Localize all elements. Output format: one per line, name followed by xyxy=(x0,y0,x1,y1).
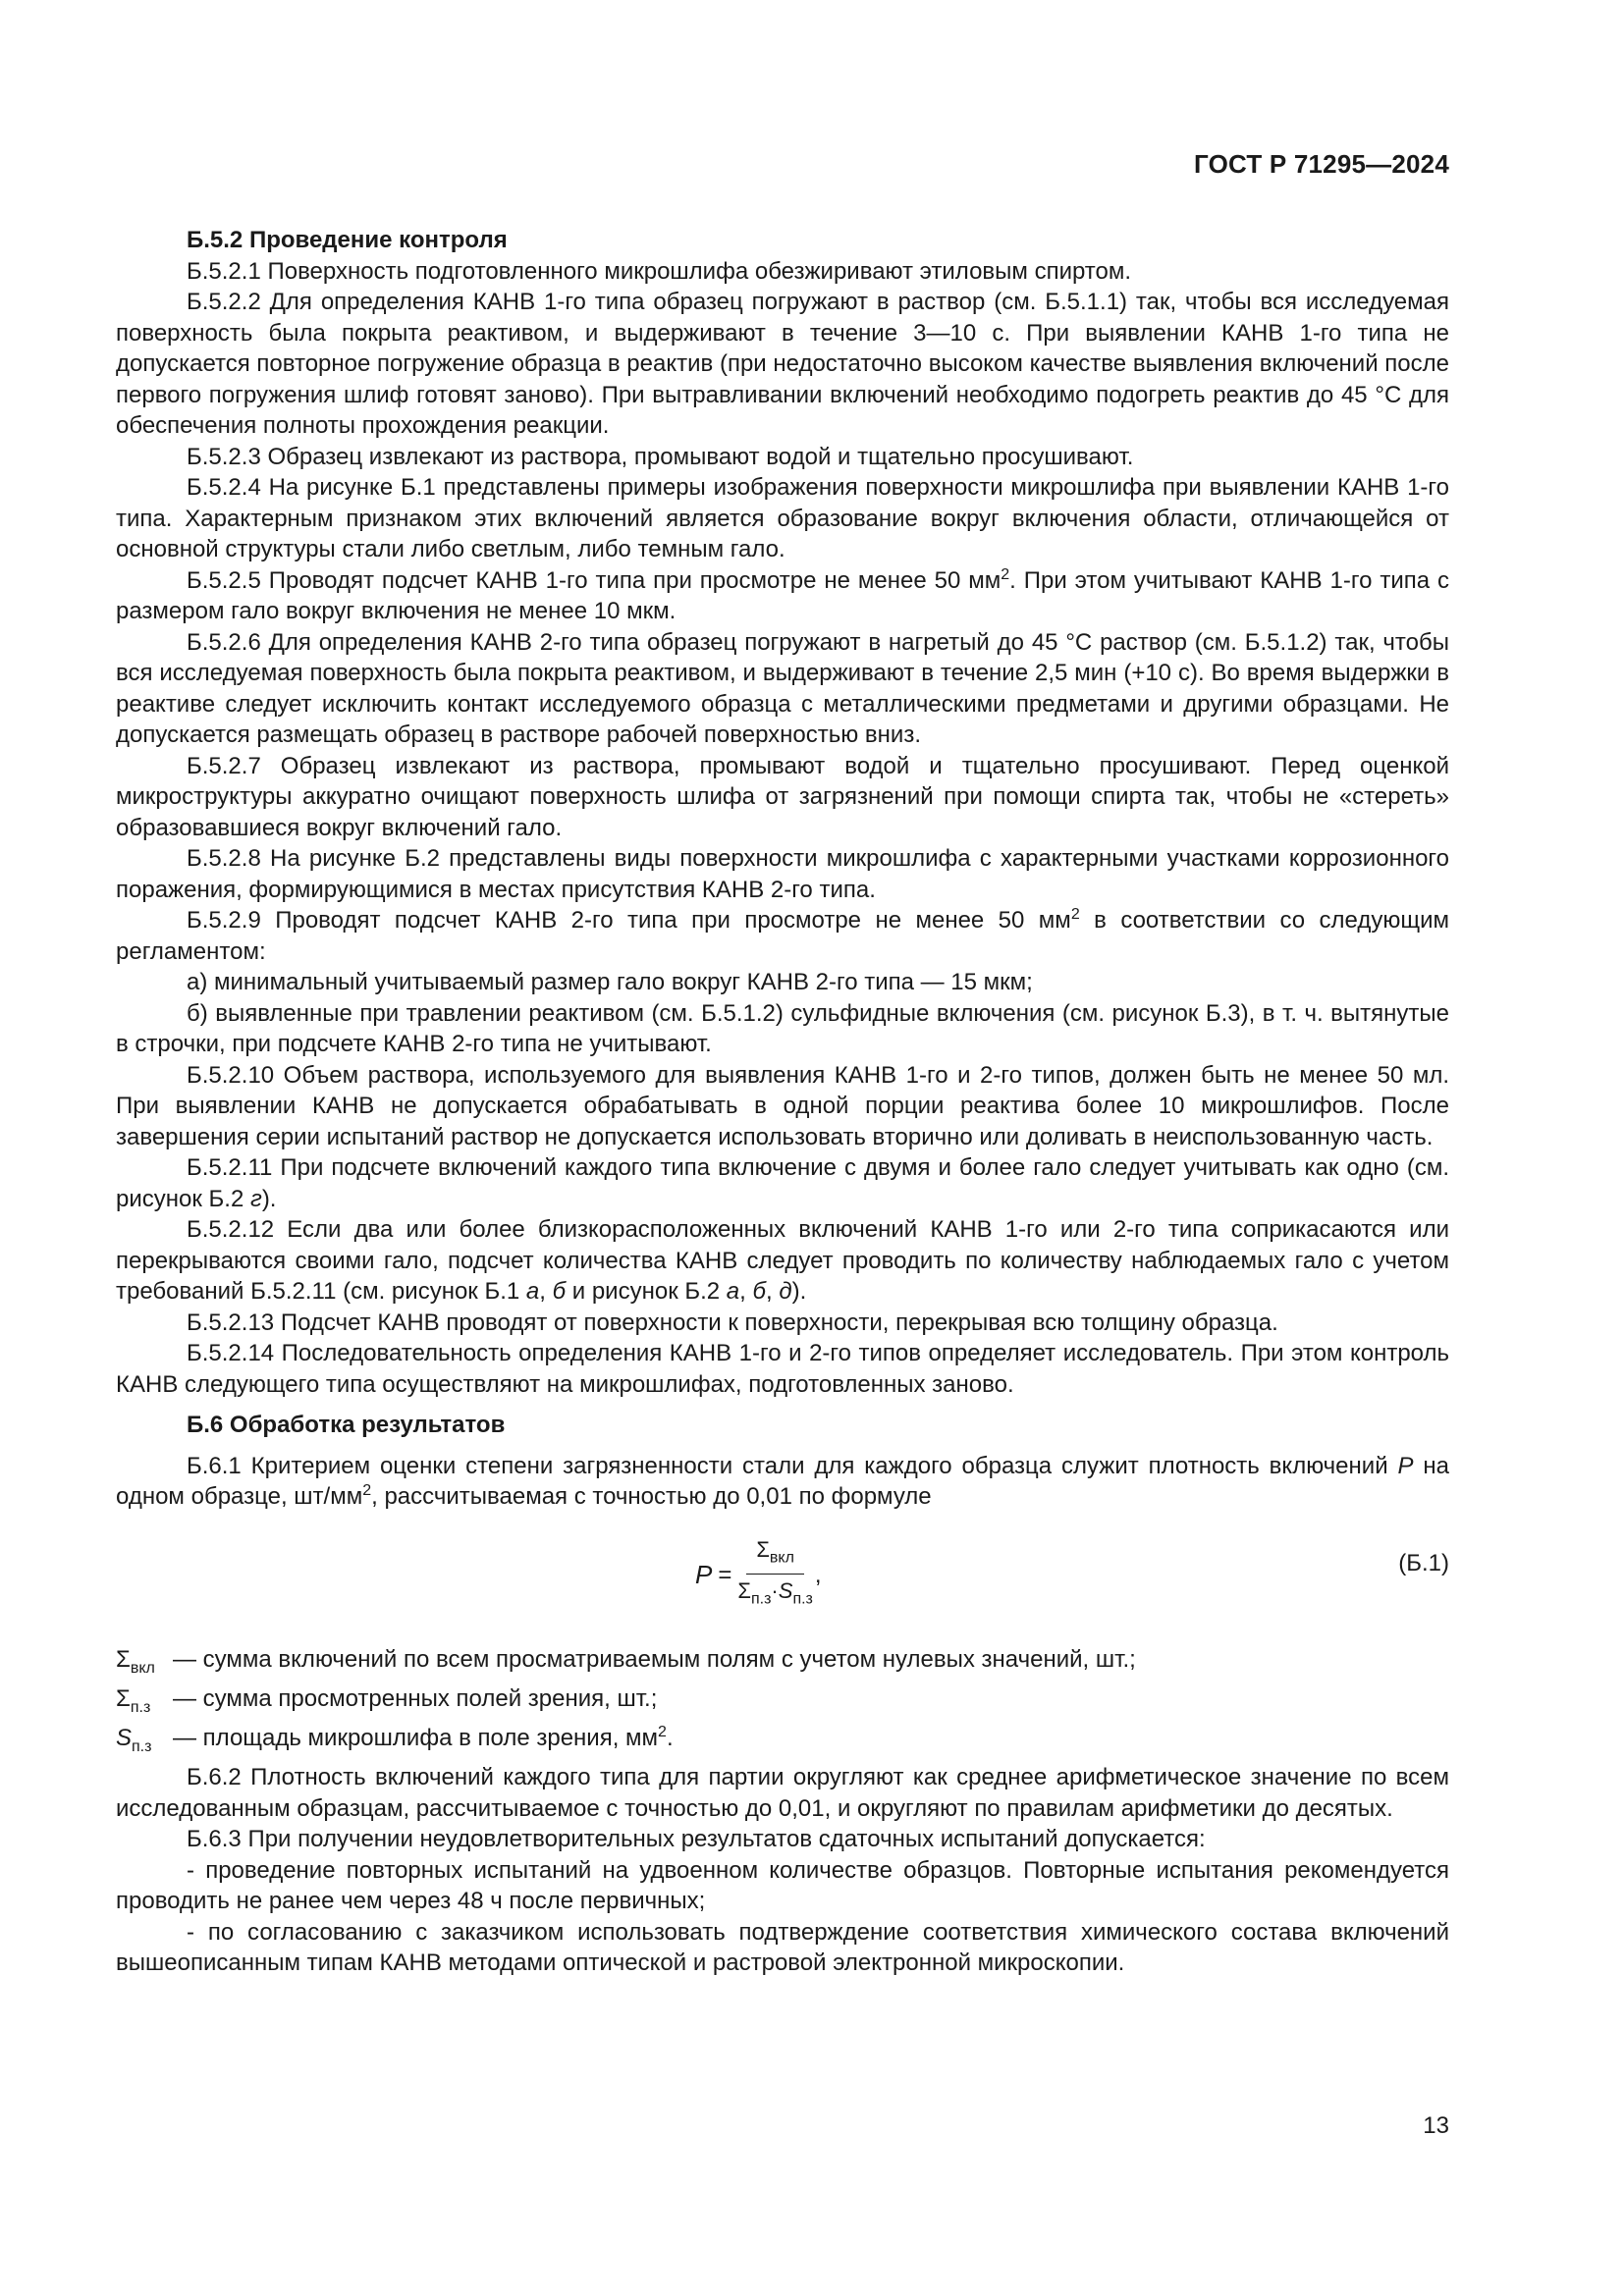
fraction-denominator xyxy=(737,1575,813,1614)
paragraph-b5210: Б.5.2.10 Объем раствора, используемого для выявления КАНВ 1-го и 2-го типов, должен быть не менее 50 мл. При выявлении КАНВ не допускается обрабатывать в одной порции реактива более 10 микрошлифов. После завершения серии испытаний раствор не допускается использовать вторично или доливать в неиспользованную часть. xyxy=(116,1061,1449,1150)
text-segment: на одном образце, шт/мм xyxy=(116,1452,1449,1510)
area-variable: S xyxy=(116,1725,133,1752)
superscript: 2 xyxy=(658,1724,667,1741)
paragraph-b521: Б.5.2.1 Поверхность подготовленного микрошлифа обезжиривают этиловым спиртом. xyxy=(187,257,1132,285)
text-segment: — площадь микрошлифа в поле зрения, мм xyxy=(173,1725,659,1752)
formula-expression xyxy=(695,1536,822,1615)
paragraph-b522: Б.5.2.2 Для определения КАНВ 1-го типа образец погружают в раствор (см. Б.5.1.1) так, чтобы вся исследуемая поверхность была покрыта реактивом, и выдерживают в течение 3—10 с. При выявлении КАНВ 1-го типа не допускается повторное погружение образца в реактив (при недостаточно высоком качестве выявления включений после первого погружения шлиф готовят заново). При вытравливании включений необходимо подогреть реактив до 45 °С для обеспечения полноты прохождения реакции. xyxy=(116,289,1449,439)
subscript: п.з xyxy=(750,1590,772,1608)
legend-text xyxy=(173,1723,674,1754)
list-item-b: б) выявленные при травлении реактивом (см. Б.5.1.2) сульфидные включения (см. рисунок Б.3), в т. ч. вытянутые в строчки, при подсчете КАНВ 2-го типа не учитывают. xyxy=(116,999,1449,1057)
paragraph-b5214: Б.5.2.14 Последовательность определения КАНВ 1-го и 2-го типов определяет исследователь. При этом контроль КАНВ следующего типа осуществляют на микрошлифах, подготовленных заново. xyxy=(116,1340,1449,1398)
text-segment: , рассчитываемая с точностью до 0,01 по формуле xyxy=(371,1483,932,1510)
subscript: вкл xyxy=(130,1659,155,1677)
paragraph-b525 xyxy=(116,565,1449,627)
text-segment: Б.6.1 Критерием оценки степени загрязненности стали для каждого образца служит плотность включений xyxy=(187,1452,1398,1479)
page-number: 13 xyxy=(1423,2112,1449,2139)
italic-letter: б xyxy=(552,1278,567,1305)
text-segment: Б.5.2.9 Проводят подсчет КАНВ 2-го типа при просмотре не менее 50 мм xyxy=(187,907,1071,934)
sigma-symbol: Σ xyxy=(756,1536,770,1562)
paragraph-b62: Б.6.2 Плотность включений каждого типа для партии округляют как среднее арифметическое значение по всем исследованным образцам, рассчитываемое с точностью до 0,01, и округляют по правилам арифметики до десятых. xyxy=(116,1764,1449,1822)
italic-letter: д xyxy=(779,1278,792,1305)
legend-symbol xyxy=(116,1644,173,1683)
formula-equals: = xyxy=(718,1561,732,1588)
subscript: п.з xyxy=(132,1737,152,1755)
paragraph-b523: Б.5.2.3 Образец извлекают из раствора, промывают водой и тщательно просушивают. xyxy=(187,443,1134,470)
legend-text: — сумма включений по всем просматриваемым полям с учетом нулевых значений, шт.; xyxy=(173,1645,1136,1673)
superscript: 2 xyxy=(362,1482,372,1499)
area-variable: S xyxy=(778,1577,793,1603)
formula-b1 xyxy=(116,1526,1449,1644)
formula-fraction xyxy=(737,1536,813,1615)
paragraph-b527: Б.5.2.7 Образец извлекают из раствора, промывают водой и тщательно просушивают. Перед оценкой микроструктуры аккуратно очищают поверхность шлифа от загрязнений при помощи спирта так, чтобы не «стереть» образовавшиеся вокруг включений гало. xyxy=(116,752,1449,841)
paragraph-b528: Б.5.2.8 На рисунке Б.2 представлены виды поверхности микрошлифа с характерными участками коррозионного поражения, формирующимися в местах присутствия КАНВ 2-го типа. xyxy=(116,845,1449,903)
fraction-numerator xyxy=(746,1536,804,1575)
subscript: п.з xyxy=(792,1590,813,1608)
legend-item-sum-inclusions xyxy=(116,1644,1449,1683)
text-segment: , xyxy=(539,1278,553,1305)
text-segment: Б.5.2.5 Проводят подсчет КАНВ 1-го типа при просмотре не менее 50 мм xyxy=(187,566,1001,594)
subscript: вкл xyxy=(769,1548,794,1566)
italic-letter: а xyxy=(525,1278,540,1305)
legend-item-sum-fields xyxy=(116,1683,1449,1723)
variable-p: Р xyxy=(1397,1452,1414,1479)
legend-symbol xyxy=(116,1683,173,1723)
paragraph-b5211 xyxy=(116,1152,1449,1214)
paragraph-b5212 xyxy=(116,1214,1449,1308)
text-segment: , xyxy=(766,1278,780,1305)
paragraph-b63: Б.6.3 При получении неудовлетворительных результатов сдаточных испытаний допускается: xyxy=(187,1826,1206,1853)
text-segment: . При этом учитывают КАНВ 1-го типа с размером гало вокруг включения не менее 10 мкм. xyxy=(116,566,1449,624)
section-b52-title: Б.5.2 Проведение контроля xyxy=(187,227,508,253)
text-segment: . xyxy=(666,1725,674,1752)
list-item-a: а) минимальный учитываемый размер гало вокруг КАНВ 2-го типа — 15 мкм; xyxy=(187,969,1033,995)
text-segment: Б.5.2.12 Если два или более близкорасположенных включений КАНВ 1-го или 2-го типа соприкасаются или перекрываются своими гало, подсчет количества КАНВ следует проводить по количеству наблюдаемых гало с учетом требований Б.5.2.11 (см. рисунок Б.1 xyxy=(116,1216,1449,1305)
multiply-dot: · xyxy=(771,1577,779,1603)
list-item-retest: - проведение повторных испытаний на удвоенном количестве образцов. Повторные испытания рекомендуется проводить не ранее чем через 48 ч после первичных; xyxy=(116,1856,1449,1915)
legend-item-area xyxy=(116,1723,1449,1762)
paragraph-b526: Б.5.2.6 Для определения КАНВ 2-го типа образец погружают в нагретый до 45 °С раствор (см. Б.5.1.2) так, чтобы вся исследуемая поверхность была покрыта реактивом, и выдерживают в течение 2,5 мин (+10 с). Во время выдержки в реактиве следует исключить контакт исследуемого образца с металлическими предметами и другими образцами. Не допускается размещать образец в растворе рабочей поверхностью вниз. xyxy=(116,628,1449,748)
formula-number: (Б.1) xyxy=(1398,1549,1449,1576)
subscript: п.з xyxy=(130,1698,151,1716)
section-b6-title: Б.6 Обработка результатов xyxy=(187,1412,506,1438)
text-segment: в соответствии со следующим регламентом: xyxy=(116,907,1449,965)
text-segment: ). xyxy=(791,1278,807,1305)
paragraph-b529 xyxy=(116,905,1449,967)
superscript: 2 xyxy=(1070,906,1080,923)
text-segment: Б.5.2.11 При подсчете включений каждого типа включение с двумя и более гало следует учитывать как одно (см. рисунок Б.2 xyxy=(116,1154,1449,1212)
page-content xyxy=(116,225,1449,1979)
superscript: 2 xyxy=(1001,565,1010,583)
paragraph-b5213: Б.5.2.13 Подсчет КАНВ проводят от поверхности к поверхности, перекрывая всю толщину образца. xyxy=(187,1308,1278,1336)
list-item-confirmation: - по согласованию с заказчиком использовать подтверждение соответствия химического состава включений вышеописанным типам КАНВ методами оптической и растровой электронной микроскопии. xyxy=(116,1918,1449,1977)
text-segment: и рисунок Б.2 xyxy=(566,1278,727,1305)
italic-letter: а xyxy=(726,1278,740,1305)
formula-comma: , xyxy=(814,1561,822,1588)
sigma-symbol: Σ xyxy=(737,1577,751,1603)
legend-symbol xyxy=(116,1723,173,1762)
spacer xyxy=(116,1441,1449,1451)
standard-header: ГОСТ Р 71295—2024 xyxy=(1194,149,1449,179)
sigma-symbol: Σ xyxy=(116,1645,131,1673)
text-segment: , xyxy=(739,1278,753,1305)
spacer xyxy=(116,1400,1449,1410)
text-segment: ). xyxy=(261,1185,277,1212)
paragraph-b61 xyxy=(116,1451,1449,1513)
legend-text: — сумма просмотренных полей зрения, шт.; xyxy=(173,1684,658,1712)
paragraph-b524: Б.5.2.4 На рисунке Б.1 представлены примеры изображения поверхности микрошлифа при выявлении КАНВ 1-го типа. Характерным признаком этих включений является образование вокруг включения области, отличающейся от основной структуры стали либо светлым, либо темным гало. xyxy=(116,474,1449,562)
italic-letter: г xyxy=(249,1185,262,1212)
formula-lhs: Р xyxy=(695,1559,713,1589)
italic-letter: б xyxy=(752,1278,766,1305)
sigma-symbol: Σ xyxy=(116,1684,131,1712)
